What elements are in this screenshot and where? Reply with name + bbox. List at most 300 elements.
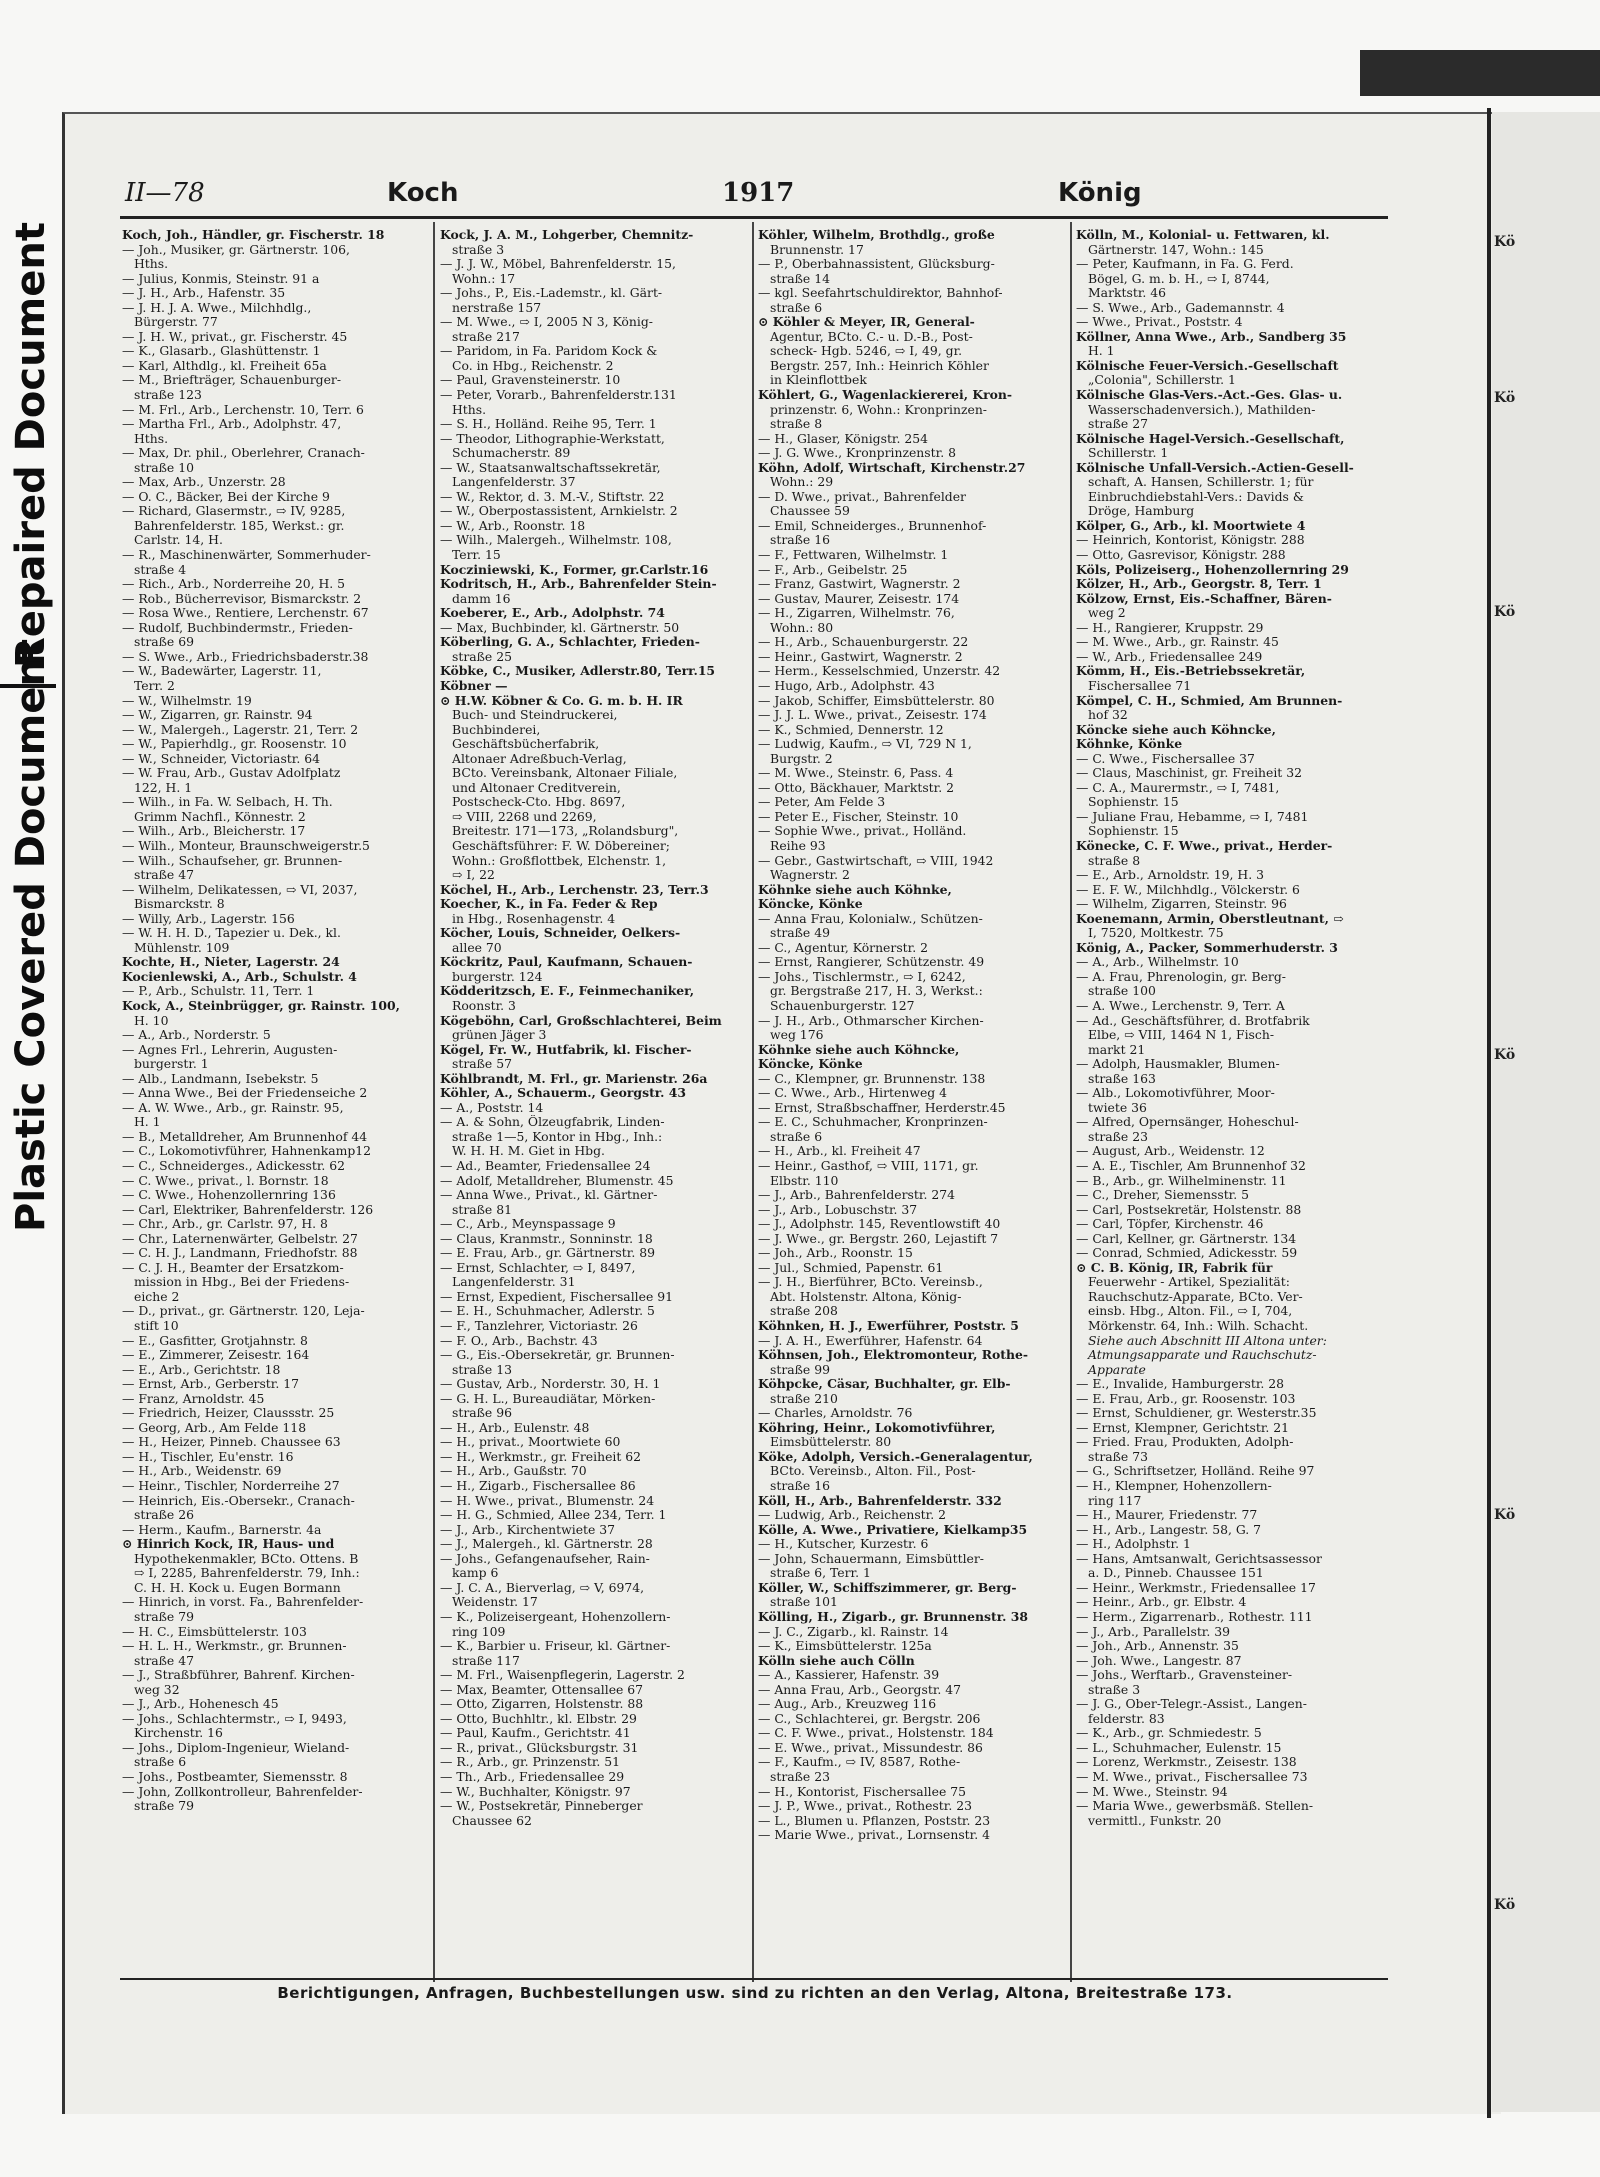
directory-entry-line: — Otto, Zigarren, Holstenstr. 88 [440,1697,644,1712]
directory-entry-line: — Aug., Arb., Kreuzweg 116 [758,1697,937,1712]
directory-entry-line: — E., Arb., Gerichtstr. 18 [122,1362,281,1377]
directory-entry-line: — Johs., Gefangenaufseher, Rain- [440,1551,650,1566]
directory-entry-line: Mühlenstr. 109 [134,940,230,955]
directory-entry-line: — M., Briefträger, Schauenburger- [122,373,342,388]
directory-entry-line: — Rich., Arb., Norderreihe 20, H. 5 [122,577,346,592]
directory-entry-line: Köhlert, G., Wagenlackiererei, Kron- [758,388,1013,403]
directory-entry-line: ⇨ I, 22 [452,868,495,883]
directory-entry-line: Bögel, G. m. b. H., ⇨ I, 8744, [1088,271,1270,286]
column-separator [433,222,435,1982]
directory-entry-line: Geschäftsführer: F. W. Döbereiner; [452,838,670,853]
directory-entry-line: Kölzer, H., Arb., Georgstr. 8, Terr. 1 [1076,577,1322,592]
directory-entry-line: — Friedrich, Heizer, Claussstr. 25 [122,1406,335,1421]
directory-entry-line: Carlstr. 14, H. [134,533,223,548]
directory-entry-line: Brunnenstr. 17 [770,242,864,257]
directory-entry-line: — J. C., Zigarb., kl. Rainstr. 14 [758,1624,949,1639]
directory-entry-line: — Peter E., Fischer, Steinstr. 10 [758,809,959,824]
directory-entry-line: — E., Arb., Arnoldstr. 19, H. 3 [1076,868,1265,883]
directory-entry-line: Grimm Nachfl., Könnestr. 2 [134,809,306,824]
directory-entry-line: — J. P., Wwe., privat., Rothestr. 23 [758,1799,972,1814]
directory-entry-line: — Jul., Schmied, Papenstr. 61 [758,1260,944,1275]
directory-entry-line: — C. Wwe., privat., l. Bornstr. 18 [122,1173,329,1188]
directory-entry-line: allee 70 [452,940,502,955]
directory-entry-line: Kögel, Fr. W., Hutfabrik, kl. Fischer- [440,1042,692,1057]
directory-entry-line: — W., Staatsanwaltschaftssekretär, [440,460,661,475]
directory-entry-line: Roonstr. 3 [452,998,516,1013]
directory-entry-line: — H., Tischler, Eu'enstr. 16 [122,1449,294,1464]
directory-entry-line: — A., Poststr. 14 [440,1100,544,1115]
directory-entry-line: — P., Arb., Schulstr. 11, Terr. 1 [122,984,315,999]
directory-entry-line: Kölling, H., Zigarb., gr. Brunnenstr. 38 [758,1609,1028,1624]
directory-entry-line: straße 14 [770,271,830,286]
directory-entry-line: ⇨ I, 2285, Bahrenfelderstr. 79, Inh.: [134,1566,360,1581]
directory-entry-line: — M. Frl., Waisenpflegerin, Lagerstr. 2 [440,1668,685,1683]
directory-entry-line: — H. Wwe., privat., Blumenstr. 24 [440,1493,655,1508]
directory-entry-line: — J. C. A., Bierverlag, ⇨ V, 6974, [440,1580,645,1595]
directory-entry-line: Apparate [1088,1362,1146,1377]
directory-entry-line: — F., Fettwaren, Wilhelmstr. 1 [758,548,949,563]
directory-entry-line: — L., Blumen u. Pflanzen, Poststr. 23 [758,1813,991,1828]
directory-entry-line: — C. Wwe., Fischersallee 37 [1076,751,1255,766]
directory-entry-line: — F., Kaufm., ⇨ IV, 8587, Rothe- [758,1755,961,1770]
directory-entry-line: — Charles, Arnoldstr. 76 [758,1406,913,1421]
directory-entry-line: Chaussee 62 [452,1813,532,1828]
directory-entry-line: — E. Wwe., privat., Missundestr. 86 [758,1740,983,1755]
directory-entry-line: — A., Kassierer, Hafenstr. 39 [758,1668,940,1683]
directory-entry-line: straße 81 [452,1202,512,1217]
directory-entry-line: Kock, A., Steinbrügger, gr. Rainstr. 100, [122,998,400,1013]
directory-entry-line: — K., Arb., gr. Schmiedestr. 5 [1076,1726,1262,1741]
directory-entry-line: Köhring, Heinr., Lokomotivführer, [758,1420,996,1435]
directory-entry-line: scheck- Hgb. 5246, ⇨ I, 49, gr. [770,344,963,359]
directory-entry-line: — Johs., Schlachtermstr., ⇨ I, 9493, [122,1711,347,1726]
directory-entry-line: straße 6 [770,1129,823,1144]
directory-entry-line: — Ernst, Arb., Gerberstr. 17 [122,1377,299,1392]
first-entry-name: Koch [387,178,459,208]
directory-entry-line: — Ernst, Schuldiener, gr. Westerstr.35 [1076,1406,1317,1421]
directory-entry-line: — Otto, Gasrevisor, Königstr. 288 [1076,548,1286,563]
directory-entry-line: — P., Oberbahnassistent, Glücksburg- [758,257,995,272]
directory-entry-line: weg 2 [1088,606,1126,621]
directory-entry-line: Ködderitzsch, E. F., Feinmechaniker, [440,984,695,999]
directory-entry-line: straße 13 [452,1362,512,1377]
directory-entry-line: — W., Wilhelmstr. 19 [122,693,252,708]
directory-entry-line: — C. J. H., Beamter der Ersatzkom- [122,1260,344,1275]
directory-entry-line: Kocziniewski, K., Former, gr.Carlstr.16 [440,562,709,577]
directory-entry-line: damm 16 [452,591,511,606]
scan-dark-corner [1360,50,1600,96]
directory-entry-line: — Paridom, in Fa. Paridom Kock & [440,344,658,359]
directory-entry-line: Wohn.: 17 [452,271,516,286]
directory-entry-line: mission in Hbg., Bei der Friedens- [134,1275,350,1290]
directory-entry-line: einsb. Hbg., Alton. Fil., ⇨ I, 704, [1088,1304,1293,1319]
directory-entry-line: straße 26 [134,1508,194,1523]
directory-entry-line: — Sophie Wwe., privat., Holländ. [758,824,967,839]
directory-entry-line: straße 23 [770,1769,830,1784]
directory-entry-line: Elbe, ⇨ VIII, 1464 N 1, Fisch- [1088,1028,1275,1043]
directory-column-2 [440,228,746,1973]
directory-entry-line: — C., Dreher, Siemensstr. 5 [1076,1188,1249,1203]
directory-entry-line: Altonaer Adreßbuch-Verlag, [452,751,627,766]
column-separator [1070,222,1072,1982]
directory-entry-line: straße 210 [770,1391,838,1406]
directory-entry-line: — R., Arb., gr. Prinzenstr. 51 [440,1755,621,1770]
directory-entry-line: — John, Zollkontrolleur, Bahrenfelder- [122,1784,363,1799]
directory-entry-line: — Conrad, Schmied, Adickesstr. 59 [1076,1246,1298,1261]
column-separator [752,222,754,1982]
directory-entry-line: — Alfred, Opernsänger, Hoheschul- [1076,1115,1299,1130]
directory-entry-line: straße 10 [134,460,194,475]
directory-entry-line: Köke, Adolph, Versich.-Generalagentur, [758,1449,1033,1464]
directory-entry-line: Kölnische Glas-Vers.-Act.-Ges. Glas- u. [1076,388,1343,403]
directory-entry-line: — Karl, Althdlg., kl. Freiheit 65a [122,358,327,373]
directory-entry-line: — J., Arb., Lobuschstr. 37 [758,1202,918,1217]
directory-entry-line: — J. G., Ober-Telegr.-Assist., Langen- [1076,1697,1307,1712]
directory-entry-line: — Paul, Gravensteinerstr. 10 [440,373,621,388]
directory-entry-line: ⊙ H.W. Köbner & Co. G. m. b. H. IR [440,693,683,708]
directory-entry-line: Köhpcke, Cäsar, Buchhalter, gr. Elb- [758,1377,1011,1392]
directory-entry-line: — Maria Wwe., gewerbsmäß. Stellen- [1076,1799,1314,1814]
directory-entry-line: H. 1 [134,1115,161,1130]
directory-entry-line: Reihe 93 [770,838,826,853]
directory-entry-line: Postscheck-Cto. Hbg. 8697, [452,795,626,810]
directory-entry-line: und Altonaer Creditverein, [452,780,621,795]
directory-entry-line: — Heinr., Arb., gr. Elbstr. 4 [1076,1595,1247,1610]
directory-entry-line: eiche 2 [134,1289,180,1304]
directory-entry-line: Sophienstr. 15 [1088,824,1179,839]
directory-entry-line: Hypothekenmakler, BCto. Ottens. B [134,1551,359,1566]
repaired-document-label: Repaired Document [8,222,54,668]
directory-entry-line: straße 163 [1088,1071,1156,1086]
directory-entry-line: gr. Bergstraße 217, H. 3, Werkst.: [770,984,983,999]
directory-entry-line: — W. H. H. D., Tapezier u. Dek., kl. [122,926,341,941]
directory-entry-line: — Carl, Töpfer, Kirchenstr. 46 [1076,1217,1264,1232]
directory-entry-line: — A. & Sohn, Ölzeugfabrik, Linden- [440,1115,665,1130]
directory-entry-line: — C. F. Wwe., privat., Holstenstr. 184 [758,1726,994,1741]
directory-entry-line: straße 3 [1088,1682,1141,1697]
directory-entry-line: Kock, J. A. M., Lohgerber, Chemnitz- [440,228,694,242]
directory-entry-line: — E., Gasfitter, Grotjahnstr. 8 [122,1333,308,1348]
directory-entry-line: Burgstr. 2 [770,751,833,766]
directory-entry-line: — Herm., Kaufm., Barnerstr. 4a [122,1522,322,1537]
directory-entry-line: — Julius, Konmis, Steinstr. 91 a [122,271,320,286]
directory-entry-line: — Gebr., Gastwirtschaft, ⇨ VIII, 1942 [758,853,994,868]
directory-entry-line: — Claus, Kranmstr., Sonninstr. 18 [440,1231,653,1246]
directory-entry-line: — Ernst, Straßbschaffner, Herderstr.45 [758,1100,1006,1115]
directory-entry-line: — Rob., Bücherrevisor, Bismarckstr. 2 [122,591,362,606]
directory-entry-line: Sophienstr. 15 [1088,795,1179,810]
directory-entry-line: BCto. Vereinsb., Alton. Fil., Post- [770,1464,976,1479]
directory-entry-line: — A. Wwe., Lerchenstr. 9, Terr. A [1076,998,1285,1013]
directory-entry-line: — Heinrich, Eis.-Obersekr., Cranach- [122,1493,355,1508]
directory-entry-line: straße 79 [134,1609,194,1624]
directory-entry-line: — C. Wwe., Arb., Hirtenweg 4 [758,1086,948,1101]
directory-entry-line: — R., privat., Glücksburgstr. 31 [440,1740,639,1755]
directory-entry-line: — Claus, Maschinist, gr. Freiheit 32 [1076,766,1302,781]
directory-entry-line: Weidenstr. 17 [452,1595,538,1610]
directory-entry-line: — Hans, Amtsanwalt, Gerichtsassessor [1076,1551,1322,1566]
directory-entry-line: — C., Lokomotivführer, Hahnenkamp12 [122,1144,372,1159]
directory-entry-line: Koch, Joh., Händler, gr. Fischerstr. 18 [122,228,385,242]
directory-entry-line: — B., Arb., gr. Wilhelminenstr. 11 [1076,1173,1287,1188]
directory-entry-line: — A., Arb., Norderstr. 5 [122,1028,271,1043]
directory-column-3 [758,228,1064,1973]
directory-entry-line: — Max, Buchbinder, kl. Gärtnerstr. 50 [440,620,680,635]
directory-entry-line: — J. J. L. Wwe., privat., Zeisestr. 174 [758,708,987,723]
directory-entry-line: — H., Arb., Eulenstr. 48 [440,1420,590,1435]
directory-entry-line: — J., Arb., Kirchentwiete 37 [440,1522,616,1537]
directory-entry-line: — Max, Dr. phil., Oberlehrer, Cranach- [122,446,365,461]
directory-entry-line: — Wwe., Privat., Poststr. 4 [1076,315,1243,330]
directory-entry-line: — J., Straßbführer, Bahrenf. Kirchen- [122,1668,355,1683]
directory-entry-line: Siehe auch Abschnitt III Altona unter: [1088,1333,1327,1348]
directory-entry-line: — Wilh., Schaufseher, gr. Brunnen- [122,853,343,868]
directory-entry-line: — H., Heizer, Pinneb. Chaussee 63 [122,1435,341,1450]
directory-entry-line: ring 117 [1088,1493,1142,1508]
directory-entry-line: — E. C., Schuhmacher, Kronprinzen- [758,1115,988,1130]
directory-entry-line: — Anna Frau, Kolonialw., Schützen- [758,911,983,926]
directory-entry-line: ⊙ Köhler & Meyer, IR, General- [758,315,975,330]
directory-entry-line: Terr. 15 [452,548,501,563]
directory-entry-line: — O. C., Bäcker, Bei der Kirche 9 [122,489,330,504]
directory-entry-line: Wasserschadenversich.), Mathilden- [1088,402,1316,417]
directory-entry-line: Schumacherstr. 89 [452,446,571,461]
directory-entry-line: — Wilh., Arb., Bleicherstr. 17 [122,824,306,839]
directory-entry-line: vermittl., Funkstr. 20 [1088,1813,1222,1828]
directory-entry-line: Köberling, G. A., Schlachter, Frieden- [440,635,700,650]
page-edge [1487,108,1491,2118]
directory-entry-line: — H. L. H., Werkmstr., gr. Brunnen- [122,1639,347,1654]
footer-rule [120,1978,1388,1980]
directory-entry-line: — H., Adolphstr. 1 [1076,1537,1191,1552]
directory-entry-line: — Johs., Postbeamter, Siemensstr. 8 [122,1769,348,1784]
directory-entry-line: — Ludwig, Kaufm., ⇨ VI, 729 N 1, [758,737,972,752]
directory-entry-line: — H., Arb., kl. Freiheit 47 [758,1144,921,1159]
directory-entry-line: — J., Arb., Hohenesch 45 [122,1697,279,1712]
directory-entry-line: — J., Arb., Parallelstr. 39 [1076,1624,1231,1639]
directory-entry-line: — K., Glasarb., Glashüttenstr. 1 [122,344,321,359]
directory-entry-line: Köhnke, Könke [1076,737,1183,752]
directory-entry-line: Köncke, Könke [758,1057,863,1072]
directory-entry-line: König, A., Packer, Sommerhuderstr. 3 [1076,940,1338,955]
directory-entry-line: stift 10 [134,1319,179,1334]
directory-entry-line: — S. Wwe., Arb., Gademannstr. 4 [1076,300,1285,315]
directory-entry-line: — H., Zigarren, Wilhelmstr. 76, [758,606,955,621]
directory-entry-line: straße 23 [1088,1129,1148,1144]
directory-entry-line: straße 123 [134,388,202,403]
directory-entry-line: — F. O., Arb., Bachstr. 43 [440,1333,598,1348]
directory-entry-line: — M. Wwe., privat., Fischersallee 73 [1076,1769,1308,1784]
directory-entry-line: — Agnes Frl., Lehrerin, Augusten- [122,1042,338,1057]
directory-entry-line: straße 47 [134,868,194,883]
directory-entry-line: Köbke, C., Musiker, Adlerstr.80, Terr.15 [440,664,716,679]
directory-entry-line: straße 49 [770,926,830,941]
directory-entry-line: Köhlbrandt, M. Frl., gr. Marienstr. 26a [440,1071,708,1086]
directory-entry-line: 122, H. 1 [134,780,193,795]
directory-entry-line: Gärtnerstr. 147, Wohn.: 145 [1088,242,1264,257]
directory-entry-line: — Johs., Diplom-Ingenieur, Wieland- [122,1740,350,1755]
directory-entry-line: Kölle, A. Wwe., Privatiere, Kielkamp35 [758,1522,1028,1537]
directory-entry-line: — J. H. W., privat., gr. Fischerstr. 45 [122,329,348,344]
directory-entry-line: — D. Wwe., privat., Bahrenfelder [758,489,966,504]
directory-entry-line: — A., Arb., Wilhelmstr. 10 [1076,955,1239,970]
adjacent-fragment: Kö [1494,604,1516,620]
directory-entry-line: markt 21 [1088,1042,1146,1057]
directory-entry-line: — H., privat., Moortwiete 60 [440,1435,621,1450]
directory-entry-line: — W., Arb., Roonstr. 18 [440,518,586,533]
directory-entry-line: — Juliane Frau, Hebamme, ⇨ I, 7481 [1076,809,1309,824]
directory-entry-line: — E. F. W., Milchhdlg., Völckerstr. 6 [1076,882,1300,897]
directory-entry-line: Bahrenfelderstr. 185, Werkst.: gr. [134,518,345,533]
directory-entry-line: — Joh., Musiker, gr. Gärtnerstr. 106, [122,242,350,257]
directory-entry-line: — L., Schuhmacher, Eulenstr. 15 [1076,1740,1282,1755]
directory-entry-line: — G., Schriftsetzer, Holländ. Reihe 97 [1076,1464,1315,1479]
directory-entry-line: — M. Wwe., Steinstr. 94 [1076,1784,1228,1799]
directory-entry-line: — Wilh., in Fa. W. Selbach, H. Th. [122,795,333,810]
directory-entry-line: Bürgerstr. 77 [134,315,218,330]
directory-entry-line: — Gustav, Maurer, Zeisestr. 174 [758,591,960,606]
directory-entry-line: — J. H., Bierführer, BCto. Vereinsb., [758,1275,983,1290]
directory-entry-line: Buch- und Steindruckerei, [452,708,618,723]
directory-entry-line: — Georg, Arb., Am Felde 118 [122,1420,307,1435]
directory-entry-line: straße 16 [770,533,830,548]
directory-entry-line: „Colonia", Schillerstr. 1 [1088,373,1236,388]
directory-entry-line: — Martha Frl., Arb., Adolphstr. 47, [122,417,342,432]
adjacent-fragment: Kö [1494,1507,1516,1523]
directory-entry-line: — W., Malergeh., Lagerstr. 21, Terr. 2 [122,722,359,737]
directory-entry-line: ⊙ Hinrich Kock, IR, Haus- und [122,1537,335,1552]
directory-entry-line: — C., Klempner, gr. Brunnenstr. 138 [758,1071,986,1086]
directory-entry-line: — Max, Beamter, Ottensallee 67 [440,1682,644,1697]
directory-entry-line: — E. H., Schuhmacher, Adlerstr. 5 [440,1304,655,1319]
directory-entry-line: Köckritz, Paul, Kaufmann, Schauen- [440,955,693,970]
directory-entry-line: — A. E., Tischler, Am Brunnenhof 32 [1076,1159,1306,1173]
directory-entry-line: straße 8 [770,417,823,432]
directory-entry-line: Terr. 2 [134,678,175,693]
directory-entry-line: — Johs., P., Eis.-Lademstr., kl. Gärt- [440,286,663,301]
directory-entry-line: — H., Zigarb., Fischersallee 86 [440,1479,636,1494]
directory-entry-line: straße 25 [452,649,512,664]
directory-entry-line: burgerstr. 1 [134,1057,209,1072]
directory-entry-line: C. H. H. Kock u. Eugen Bormann [134,1580,341,1595]
directory-entry-line: Elbstr. 110 [770,1173,839,1188]
directory-entry-line: — Richard, Glasermstr., ⇨ IV, 9285, [122,504,346,519]
directory-entry-line: Kodritsch, H., Arb., Bahrenfelder Stein- [440,577,717,592]
directory-entry-line: Breitestr. 171—173, „Rolandsburg", [452,824,679,839]
directory-entry-line: straße 117 [452,1653,520,1668]
directory-entry-line: Köllner, Anna Wwe., Arb., Sandberg 35 [1076,329,1347,344]
directory-entry-line: — Herm., Kesselschmied, Unzerstr. 42 [758,664,1001,679]
directory-entry-line: — A. Frau, Phrenologin, gr. Berg- [1076,969,1286,984]
directory-entry-line: straße 6 [134,1755,187,1770]
adjacent-page-strip [1492,112,1600,2112]
directory-entry-line: Köhnken, H. J., Ewerführer, Poststr. 5 [758,1319,1019,1334]
directory-entry-line: straße 8 [1088,853,1141,868]
directory-entry-line: — Wilh., Malergeh., Wilhelmstr. 108, [440,533,672,548]
directory-entry-line: Wohn.: 80 [770,620,834,635]
directory-entry-line: Kirchenstr. 16 [134,1726,223,1741]
directory-entry-line: ⊙ C. B. König, IR, Fabrik für [1076,1260,1273,1275]
directory-entry-line: prinzenstr. 6, Wohn.: Kronprinzen- [770,402,987,417]
directory-entry-line: Hths. [134,431,169,446]
directory-entry-line: Kölnische Feuer-Versich.-Gesellschaft [1076,358,1339,373]
directory-entry-line: straße 217 [452,329,520,344]
directory-entry-line: — Adolf, Metalldreher, Blumenstr. 45 [440,1173,674,1188]
directory-entry-line: felderstr. 83 [1088,1711,1165,1726]
directory-entry-line: — Heinr., Gastwirt, Wagnerstr. 2 [758,649,963,664]
directory-entry-line: BCto. Vereinsbank, Altonaer Filiale, [452,766,678,781]
directory-entry-line: Dröge, Hamburg [1088,504,1195,519]
directory-entry-line: — Peter, Kaufmann, in Fa. G. Ferd. [1076,257,1294,272]
directory-entry-line: Langenfelderstr. 37 [452,475,576,490]
adjacent-fragment: Kö [1494,1897,1516,1913]
directory-entry-line: straße 73 [1088,1449,1148,1464]
directory-entry-line: — C., Schlachterei, gr. Bergstr. 206 [758,1711,981,1726]
directory-entry-line: Agentur, BCto. C.- u. D.-B., Post- [770,329,973,344]
directory-entry-line: — M. Wwe., Steinstr. 6, Pass. 4 [758,766,954,781]
directory-entry-line: straße 101 [770,1595,838,1610]
adjacent-fragment: Kö [1494,234,1516,250]
directory-entry-line: Hths. [134,257,169,272]
directory-entry-line: — J. H., Arb., Othmarscher Kirchen- [758,1013,984,1028]
directory-entry-line: Köhler, A., Schauerm., Georgstr. 43 [440,1086,687,1101]
directory-entry-line: — Marie Wwe., privat., Lornsenstr. 4 [758,1828,990,1843]
directory-entry-line: — Anna Wwe., Privat., kl. Gärtner- [440,1188,658,1203]
directory-entry-line: Langenfelderstr. 31 [452,1275,576,1290]
directory-entry-line: kamp 6 [452,1566,499,1581]
directory-entry-line: — Adolph, Hausmakler, Blumen- [1076,1057,1280,1072]
directory-entry-line: — G., Eis.-Obersekretär, gr. Brunnen- [440,1348,675,1363]
directory-entry-line: Köncke siehe auch Köhncke, [1076,722,1276,737]
directory-entry-line: — G. H. L., Bureaudiätar, Mörken- [440,1391,656,1406]
directory-entry-line: — Joh., Arb., Roonstr. 15 [758,1246,913,1261]
directory-entry-line: — Herm., Zigarrenarb., Rothestr. 111 [1076,1609,1313,1624]
directory-entry-line: — Chr., Arb., gr. Carlstr. 97, H. 8 [122,1217,328,1232]
directory-entry-line: — J., Adolphstr. 145, Reventlowstift 40 [758,1217,1001,1232]
directory-entry-line: Köhn, Adolf, Wirtschaft, Kirchenstr.27 [758,460,1026,475]
directory-entry-line: Köncke, Könke [758,897,863,912]
directory-entry-line: — Franz, Arnoldstr. 45 [122,1391,265,1406]
directory-entry-line: Köller, W., Schiffszimmerer, gr. Berg- [758,1580,1017,1595]
directory-entry-line: — Fried. Frau, Produkten, Adolph- [1076,1435,1294,1450]
directory-entry-line: — S. H., Holländ. Reihe 95, Terr. 1 [440,417,657,432]
page-number: II—78 [125,178,205,208]
directory-entry-line: Köll, H., Arb., Bahrenfelderstr. 332 [758,1493,1002,1508]
directory-entry-line: Atmungsapparate und Rauchschutz- [1088,1348,1317,1363]
directory-entry-line: — Ernst, Klempner, Gerichtstr. 21 [1076,1420,1290,1435]
directory-entry-line: — Peter, Vorarb., Bahrenfelderstr.131 [440,388,677,403]
directory-entry-line: — W., Zigarren, gr. Rainstr. 94 [122,708,313,723]
directory-entry-line: — kgl. Seefahrtschuldirektor, Bahnhof- [758,286,1003,301]
directory-entry-line: — Anna Frau, Arb., Georgstr. 47 [758,1682,962,1697]
directory-entry-line: straße 69 [134,635,194,650]
directory-entry-line: schaft, A. Hansen, Schillerstr. 1; für [1088,475,1314,490]
directory-entry-line: straße 47 [134,1653,194,1668]
directory-entry-line: — H. C., Eimsbüttelerstr. 103 [122,1624,307,1639]
directory-entry-line: in Kleinflottbek [770,373,867,388]
directory-entry-line: Kocienlewski, A., Arb., Schulstr. 4 [122,969,357,984]
directory-entry-line: — W., Schneider, Victoriastr. 64 [122,751,320,766]
directory-entry-line: weg 32 [134,1682,180,1697]
directory-entry-line: Köhler, Wilhelm, Brothdlg., große [758,228,995,242]
directory-entry-line: — Franz, Gastwirt, Wagnerstr. 2 [758,577,961,592]
directory-entry-line: — W., Arb., Friedensallee 249 [1076,649,1263,664]
directory-entry-line: — C., Arb., Meynspassage 9 [440,1217,616,1232]
directory-entry-line: burgerstr. 124 [452,969,543,984]
directory-entry-line: — Carl, Kellner, gr. Gärtnerstr. 134 [1076,1231,1297,1246]
directory-column-1 [122,228,427,1973]
directory-entry-line: Wohn.: 29 [770,475,834,490]
